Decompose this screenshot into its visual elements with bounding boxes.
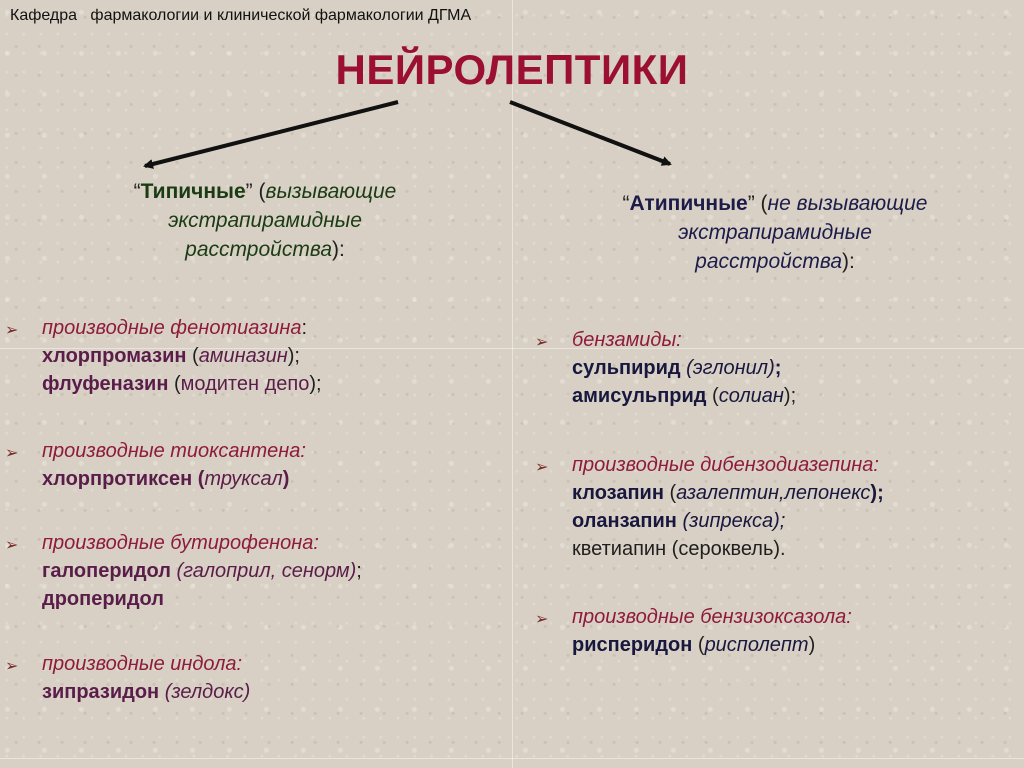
arrow-bullet-icon: ➢ — [5, 537, 19, 554]
arrow-bullet-icon: ➢ — [535, 334, 549, 351]
arrow-right — [510, 102, 670, 164]
drug-line — [572, 507, 884, 535]
arrow-bullet-icon: ➢ — [5, 658, 19, 675]
paren-close: ); — [287, 345, 300, 367]
paren-open: ( — [192, 468, 205, 490]
atypical-heading — [555, 189, 995, 276]
typical-paren-close: ): — [332, 238, 345, 261]
drug-alt: (эглонил) — [680, 357, 775, 379]
drug-line — [572, 479, 884, 507]
drug-alt: солиан — [718, 385, 784, 407]
drug-alt: азалептин,лепонекс — [676, 482, 871, 504]
drug-line — [572, 631, 852, 659]
arrow-bullet-icon: ➢ — [5, 445, 19, 462]
paren-close: ); — [309, 373, 322, 395]
arrow-bullet-icon: ➢ — [535, 459, 549, 476]
drug-name: флуфеназин — [42, 373, 169, 395]
drug-line: кветиапин (сероквель). — [572, 538, 786, 560]
atypical-paren-close: ): — [842, 250, 855, 273]
category-suffix: : — [301, 317, 308, 339]
typical-paren-open: ( — [252, 180, 266, 203]
drug-alt: рисполепт — [704, 634, 809, 656]
drug-line — [572, 382, 796, 410]
drug-alt: модитен депо — [180, 373, 310, 395]
slide-title: НЕЙРОЛЕПТИКИ — [335, 46, 689, 93]
drug-line — [42, 370, 322, 398]
category-label: производные индола: — [42, 653, 243, 675]
typical-group-butyrophenone — [5, 529, 362, 613]
typical-desc-3: расстройства — [185, 238, 332, 261]
arrow-bullet-icon: ➢ — [535, 611, 549, 628]
atypical-quote-open: “ — [622, 192, 630, 215]
drug-name: амисульприд — [572, 385, 707, 407]
typical-group-indole — [5, 650, 251, 706]
atypical-desc-3: расстройства — [695, 250, 842, 273]
arrow-bullet-icon: ➢ — [5, 322, 19, 339]
drug-name: клозапин — [572, 482, 664, 504]
drug-name: оланзапин — [572, 510, 677, 532]
paren-open: ( — [170, 560, 184, 582]
drug-line — [42, 585, 362, 613]
drug-alt: труксал — [204, 468, 283, 490]
paren-open: ( — [706, 385, 719, 407]
drug-name: дроперидол — [42, 588, 164, 610]
paren-open: ( — [168, 373, 181, 395]
typical-quote-close: ” — [245, 180, 253, 203]
drug-alt: галоприл, сенорм) — [183, 560, 357, 582]
atypical-desc-1: не вызывающие — [767, 192, 928, 215]
paren-close: ) — [808, 634, 816, 656]
category-label: производные дибензодиазепина: — [572, 454, 879, 476]
atypical-paren-open: ( — [754, 192, 768, 215]
typical-quote-open: “ — [133, 180, 141, 203]
paren-close: ); — [783, 385, 797, 407]
drug-line — [42, 557, 362, 585]
drug-alt: аминазин — [198, 345, 288, 367]
drug-name: хлорпротиксен — [42, 468, 193, 490]
drug-alt: (зелдокс) — [159, 681, 251, 703]
typical-group-phenothiazine — [5, 314, 322, 398]
atypical-name: Атипичные — [629, 192, 748, 215]
drug-line — [42, 342, 322, 370]
typical-heading — [70, 177, 460, 264]
paren-close: ) — [282, 468, 290, 490]
drug-line — [42, 465, 306, 493]
category-label: производные бензизоксазола: — [572, 606, 852, 628]
separator: ; — [774, 357, 782, 379]
paren-close: ); — [870, 482, 884, 504]
typical-desc-2: экстрапирамидные — [168, 209, 362, 232]
atypical-group-benzisoxazole — [535, 603, 852, 659]
typical-desc-1: вызывающие — [265, 180, 397, 203]
atypical-group-dibenzodiazepine — [535, 451, 884, 563]
drug-name: рисперидон — [572, 634, 693, 656]
category-label: бензамиды: — [572, 329, 682, 351]
drug-line — [42, 678, 250, 706]
category-label: производные бутирофенона: — [42, 532, 319, 554]
paren-open: ( — [186, 345, 199, 367]
paren-close: ; — [356, 560, 362, 582]
drug-alt: (зипрекса); — [676, 510, 786, 532]
category-label: производные фенотиазина — [42, 317, 302, 339]
drug-line — [572, 354, 796, 382]
atypical-desc-2: экстрапирамидные — [678, 221, 872, 244]
paren-open: ( — [692, 634, 705, 656]
atypical-quote-close: ” — [747, 192, 755, 215]
drug-name: галоперидол — [42, 560, 171, 582]
arrow-left — [145, 102, 398, 166]
drug-name: зипразидон — [42, 681, 160, 703]
department-label: Кафедра фармакологии и клинической фармакологии ДГМА — [10, 7, 472, 24]
category-label: производные тиоксантена: — [42, 440, 306, 462]
paren-open: ( — [663, 482, 677, 504]
typical-group-thioxanthene — [5, 437, 306, 493]
drug-name: сульпирид — [572, 357, 681, 379]
drug-name: хлорпромазин — [42, 345, 187, 367]
typical-name: Типичные — [140, 180, 246, 203]
atypical-group-benzamides — [535, 326, 797, 410]
